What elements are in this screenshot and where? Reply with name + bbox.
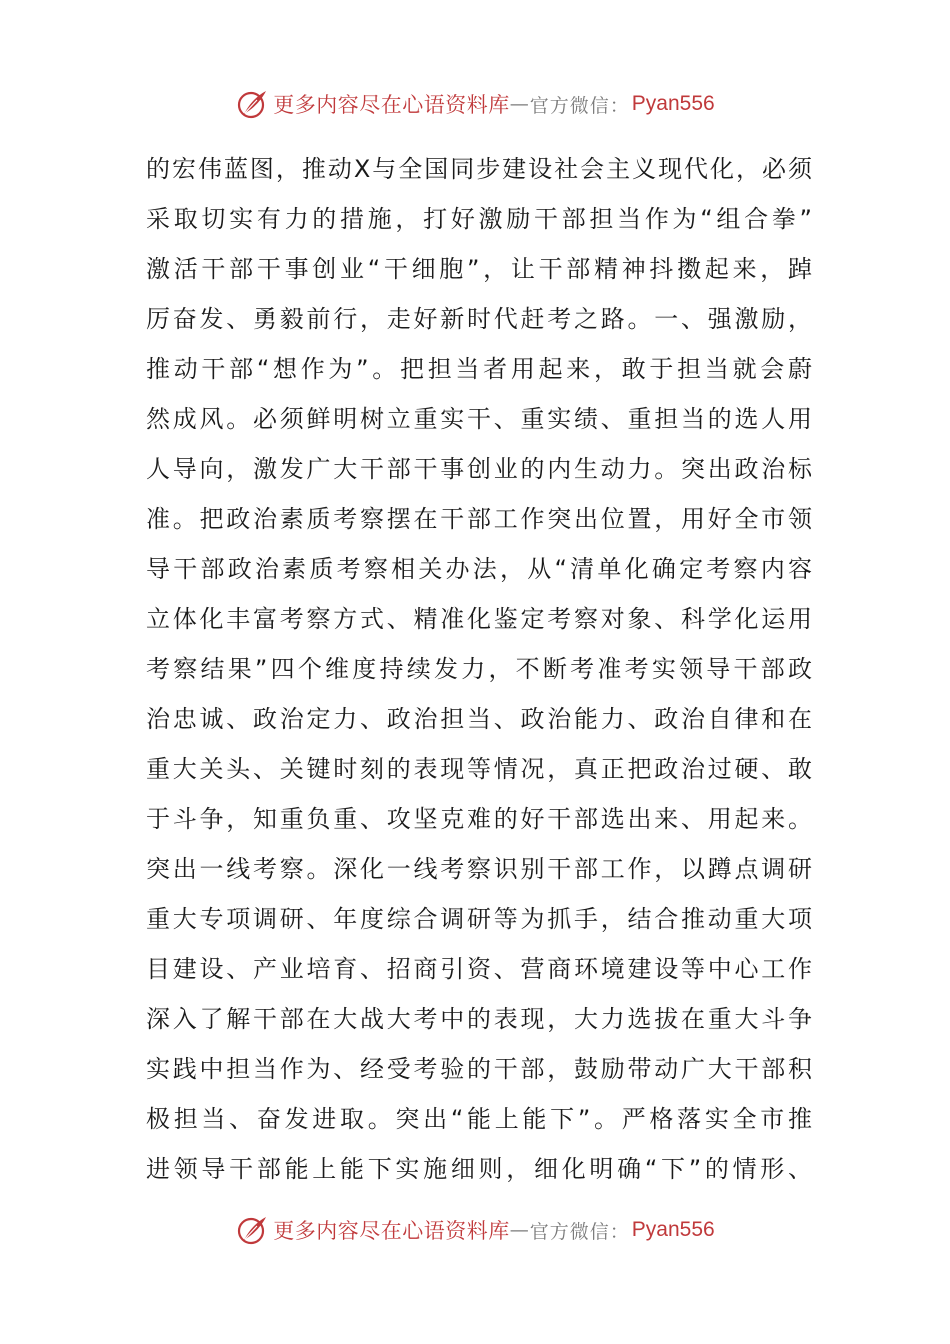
wechat-id: Pyan556 <box>631 1218 715 1241</box>
quill-pen-circle-icon <box>235 1213 269 1247</box>
text-line: 然成风。必须鲜明树立重实干、重实绩、重担当的选人用 <box>146 405 812 433</box>
text-line: 考察结果”四个维度持续发力，不断考准考实领导干部政 <box>146 655 812 683</box>
document-body <box>146 144 812 1194</box>
official-wechat-label: 官方微信： <box>529 1220 630 1243</box>
footer-watermark-banner <box>0 1210 950 1250</box>
text-line: 激活干部干事创业“干细胞”，让干部精神抖擞起来，踔 <box>146 255 812 283</box>
text-line: 的宏伟蓝图，推动X与全国同步建设社会主义现代化，必须 <box>146 155 812 183</box>
text-line: 人导向，激发广大干部干事创业的内生动力。突出政治标 <box>146 455 812 483</box>
text-line: 采取切实有力的措施，打好激励干部担当作为“组合拳” <box>146 205 812 233</box>
dash-separator: — <box>509 93 530 115</box>
header-watermark-banner <box>0 84 950 124</box>
text-line: 重大专项调研、年度综合调研等为抓手，结合推动重大项 <box>146 905 812 933</box>
text-line: 进领导干部能上能下实施细则，细化明确“下”的情形、 <box>146 1155 812 1183</box>
text-line: 推动干部“想作为”。把担当者用起来，敢于担当就会蔚 <box>146 355 812 383</box>
text-line: 重大关头、关键时刻的表现等情况，真正把政治过硬、敢 <box>146 755 812 783</box>
text-line: 于斗争，知重负重、攻坚克难的好干部选出来、用起来。 <box>146 805 812 833</box>
text-line: 目建设、产业培育、招商引资、营商环境建设等中心工作 <box>146 955 812 983</box>
official-wechat-label: 官方微信： <box>529 94 630 117</box>
wechat-id: Pyan556 <box>631 92 715 115</box>
brand-name: 更多内容尽在心语资料库 <box>273 93 510 117</box>
text-line: 深入了解干部在大战大考中的表现，大力选拔在重大斗争 <box>146 1005 812 1033</box>
text-line: 实践中担当作为、经受考验的干部，鼓励带动广大干部积 <box>146 1055 812 1083</box>
text-line: 导干部政治素质考察相关办法，从“清单化确定考察内容 <box>146 555 812 583</box>
brand-name: 更多内容尽在心语资料库 <box>273 1219 510 1243</box>
quill-pen-circle-icon <box>235 87 269 121</box>
text-line: 厉奋发、勇毅前行，走好新时代赶考之路。一、强激励， <box>146 305 812 333</box>
text-line: 突出一线考察。深化一线考察识别干部工作，以蹲点调研 <box>146 855 812 883</box>
text-line: 立体化丰富考察方式、精准化鉴定考察对象、科学化运用 <box>146 605 812 633</box>
text-line: 准。把政治素质考察摆在干部工作突出位置，用好全市领 <box>146 505 812 533</box>
dash-separator: — <box>509 1219 530 1241</box>
text-line: 治忠诚、政治定力、政治担当、政治能力、政治自律和在 <box>146 705 812 733</box>
text-line: 极担当、奋发进取。突出“能上能下”。严格落实全市推 <box>146 1105 812 1133</box>
